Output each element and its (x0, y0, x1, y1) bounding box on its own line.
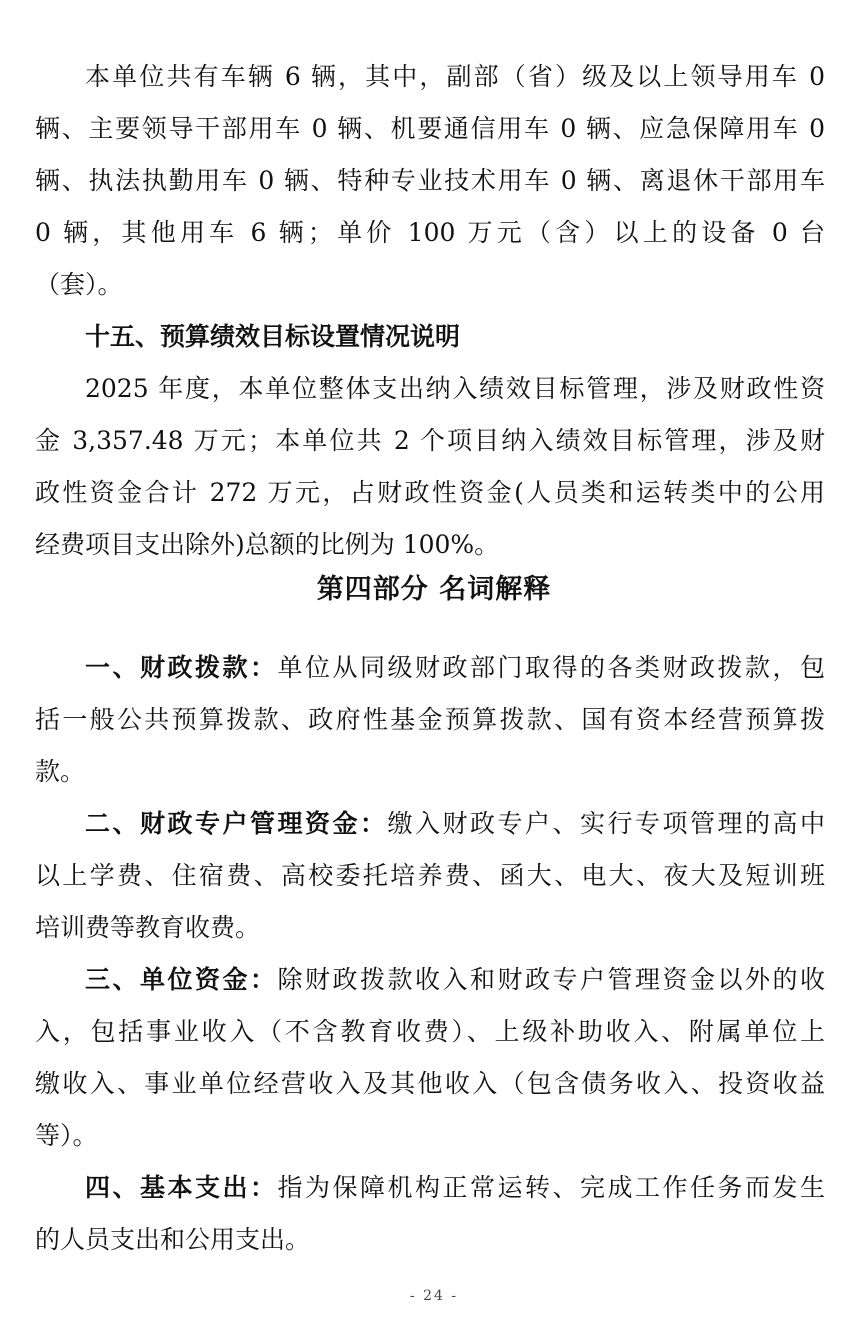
part4-heading: 第四部分 名词解释 (316, 574, 552, 605)
page-number: - 24 - (409, 1288, 459, 1304)
vehicles-line-2: 辆、主要领导干部用车 0 辆、机要通信用车 0 辆、应急保障用车 0 (35, 114, 825, 143)
term2-line-1 (85, 809, 825, 839)
term2-label: 二、财政专户管理资金： (85, 809, 388, 838)
section15-line-3: 政性资金合计 272 万元，占财政性资金(人员类和运转类中的公用 (35, 478, 825, 507)
term2-text: 缴入财政专户、实行专项管理的高中 (387, 809, 825, 838)
term4-line-1 (85, 1173, 825, 1203)
term4-text: 指为保障机构正常运转、完成工作任务而发生 (277, 1173, 825, 1202)
vehicles-line-1: 本单位共有车辆 6 辆，其中，副部（省）级及以上领导用车 0 (85, 62, 825, 91)
term1-label: 一、财政拨款： (85, 653, 278, 682)
term3-line-4: 等）。 (35, 1121, 98, 1150)
term3-line-3: 缴收入、事业单位经营收入及其他收入（包含债务收入、投资收益 (35, 1069, 825, 1098)
term3-line-1 (85, 965, 825, 995)
term1-text: 单位从同级财政部门取得的各类财政拨款，包 (277, 653, 825, 682)
section15-line-4: 经费项目支出除外)总额的比例为 100%。 (35, 530, 500, 559)
term4-label: 四、基本支出： (85, 1173, 278, 1202)
section15-line-2: 金 3,357.48 万元；本单位共 2 个项目纳入绩效目标管理，涉及财 (35, 426, 825, 455)
term1-line-2: 括一般公共预算拨款、政府性基金预算拨款、国有资本经营预算拨 (35, 705, 825, 734)
term3-label: 三、单位资金： (85, 965, 278, 994)
term2-line-2: 以上学费、住宿费、高校委托培养费、函大、电大、夜大及短训班 (35, 861, 825, 890)
term2-line-3: 培训费等教育收费。 (35, 913, 261, 942)
section15-line-1: 2025 年度，本单位整体支出纳入绩效目标管理，涉及财政性资 (85, 374, 825, 403)
term4-line-2: 的人员支出和公用支出。 (35, 1225, 311, 1254)
section15-title: 十五、预算绩效目标设置情况说明 (85, 322, 461, 351)
term3-line-2: 入，包括事业收入（不含教育收费）、上级补助收入、附属单位上 (35, 1017, 825, 1046)
term1-line-1 (85, 653, 825, 683)
vehicles-line-4: 0 辆，其他用车 6 辆；单价 100 万元（含）以上的设备 0 台 (35, 218, 825, 247)
term3-text: 除财政拨款收入和财政专户管理资金以外的收 (277, 965, 825, 994)
vehicles-line-5: （套）。 (35, 270, 123, 299)
vehicles-line-3: 辆、执法执勤用车 0 辆、特种专业技术用车 0 辆、离退休干部用车 (35, 166, 825, 195)
term1-line-3: 款。 (35, 757, 86, 786)
